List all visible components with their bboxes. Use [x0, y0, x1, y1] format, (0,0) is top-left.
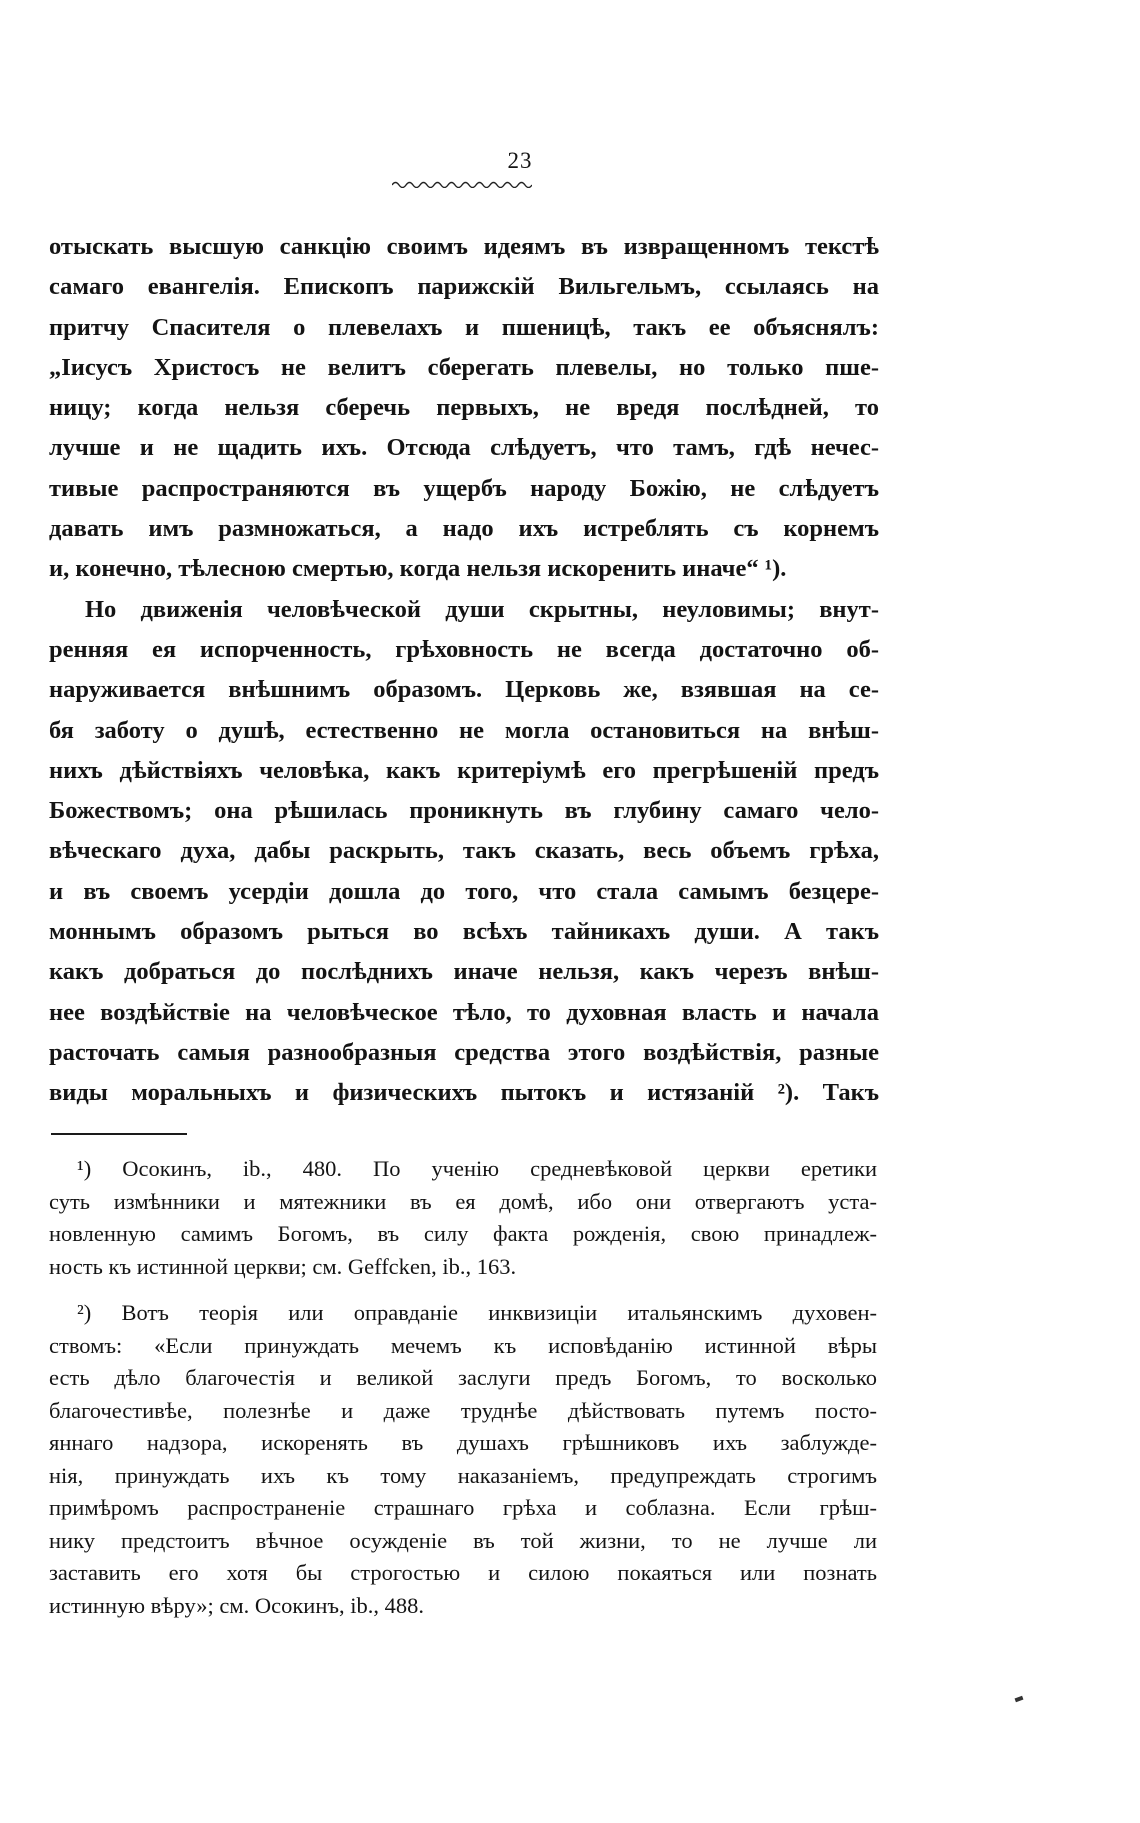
text-line: давать имъ размножаться, а надо ихъ истреблять съ корнемъ — [49, 515, 879, 543]
text-line: Божествомъ; она рѣшилась проникнуть въ глубину самаго чело- — [49, 797, 879, 825]
text-line: самаго евангелія. Епископъ парижскій Вильгельмъ, ссылаясь на — [49, 273, 879, 301]
text-line: и, конечно, тѣлесною смертью, когда нельзя искоренить иначе“ ¹). — [49, 555, 787, 583]
footnote-2-line: яннаго надзора, искоренять въ душахъ грѣшниковъ ихъ заблужде- — [49, 1430, 877, 1455]
footnote-2-line: ствомъ: «Если принуждать мечемъ къ исповѣданію истинной вѣры — [49, 1332, 877, 1358]
text-line: „Іисусъ Христосъ не велитъ сберегать плевелы, но только пше- — [49, 353, 879, 381]
footnote-2-line: благочестивѣе, полезнѣе и даже труднѣе дѣйствовать путемъ посто- — [49, 1397, 877, 1423]
footnote-gap — [49, 1283, 877, 1297]
footnote-1-line: ¹) Осокинъ, ib., 480. По ученію средневѣковой церкви еретики — [77, 1156, 877, 1181]
footnote-1-line: ность къ истинной церкви; см. Geffcken, ib., 163. — [49, 1253, 517, 1279]
footnote-2-line: нику предстоитъ вѣчное осужденіе въ той жизни, то не лучше ли — [49, 1527, 877, 1553]
text-line: нихъ дѣйствіяхъ человѣка, какъ критеріумѣ его прегрѣшеній предъ — [49, 756, 879, 784]
footnote-1-line: суть измѣнники и мятежники въ ея домѣ, ибо они отвергаютъ уста- — [49, 1188, 877, 1214]
footnote-divider — [51, 1133, 187, 1135]
text-line: лучше и не щадить ихъ. Отсюда слѣдуетъ, что тамъ, гдѣ нечес- — [49, 434, 879, 462]
text-line: и въ своемъ усердіи дошла до того, что стала самымъ безцере- — [49, 877, 879, 905]
page-number-ornament — [392, 180, 532, 188]
footnote-2-line: нія, принуждать ихъ къ тому наказаніемъ, предупреждать строгимъ — [49, 1462, 877, 1488]
footnote-2-line: примѣромъ распространеніе страшнаго грѣха и соблазна. Если грѣш- — [49, 1495, 877, 1520]
text-line: наруживается внѣшнимъ образомъ. Церковь же, взявшая на се- — [49, 676, 879, 704]
footnote-2-line: есть дѣло благочестія и великой заслуги предъ Богомъ, то восколько — [49, 1365, 877, 1390]
text-line: притчу Спасителя о плевелахъ и пшеницѣ, такъ ее объяснялъ: — [49, 313, 879, 341]
text-line: бя заботу о душѣ, естественно не могла остановиться на внѣш- — [49, 716, 879, 744]
text-line: вѣческаго духа, дабы раскрыть, такъ сказать, весь объемъ грѣха, — [49, 837, 879, 865]
text-line: отыскать высшую санкцію своимъ идеямъ въ извращенномъ текстѣ — [49, 233, 879, 260]
text-line: расточать самыя разнообразныя средства этого воздѣйствія, разные — [49, 1038, 879, 1066]
text-line: тивые распространяются въ ущербъ народу Божію, не слѣдуетъ — [49, 474, 879, 502]
scan-mark — [1015, 1696, 1024, 1702]
text-line: Но движенія человѣческой души скрытны, неуловимы; внут- — [85, 595, 879, 623]
text-line: ницу; когда нельзя сберечь первыхъ, не вредя послѣдней, то — [49, 394, 879, 422]
footnotes — [49, 1153, 877, 1622]
text-line: моннымъ образомъ рыться во всѣхъ тайникахъ души. А такъ — [49, 918, 879, 946]
text-line: ренняя ея испорченность, грѣховность не всегда достаточно об- — [49, 635, 879, 663]
footnote-1-line: новленную самимъ Богомъ, въ силу факта рожденія, свою принадлеж- — [49, 1221, 877, 1246]
footnote-2-line: заставить его хотя бы строгостью и силою покаяться или познать — [49, 1560, 877, 1585]
text-line: виды моральныхъ и физическихъ пытокъ и истязаній ²). Такъ — [49, 1079, 879, 1107]
footnote-2-line: ²) Вотъ теорія или оправданіе инквизиціи итальянскимъ духовен- — [77, 1300, 877, 1325]
main-text — [49, 227, 879, 1114]
text-line: какъ добраться до послѣднихъ иначе нельзя, какъ черезъ внѣш- — [49, 958, 879, 986]
page-number: 23 — [507, 148, 533, 173]
footnote-2-line: истинную вѣру»; см. Осокинъ, ib., 488. — [49, 1592, 425, 1618]
text-line: нее воздѣйствіе на человѣческое тѣло, то духовная власть и начала — [49, 998, 879, 1026]
